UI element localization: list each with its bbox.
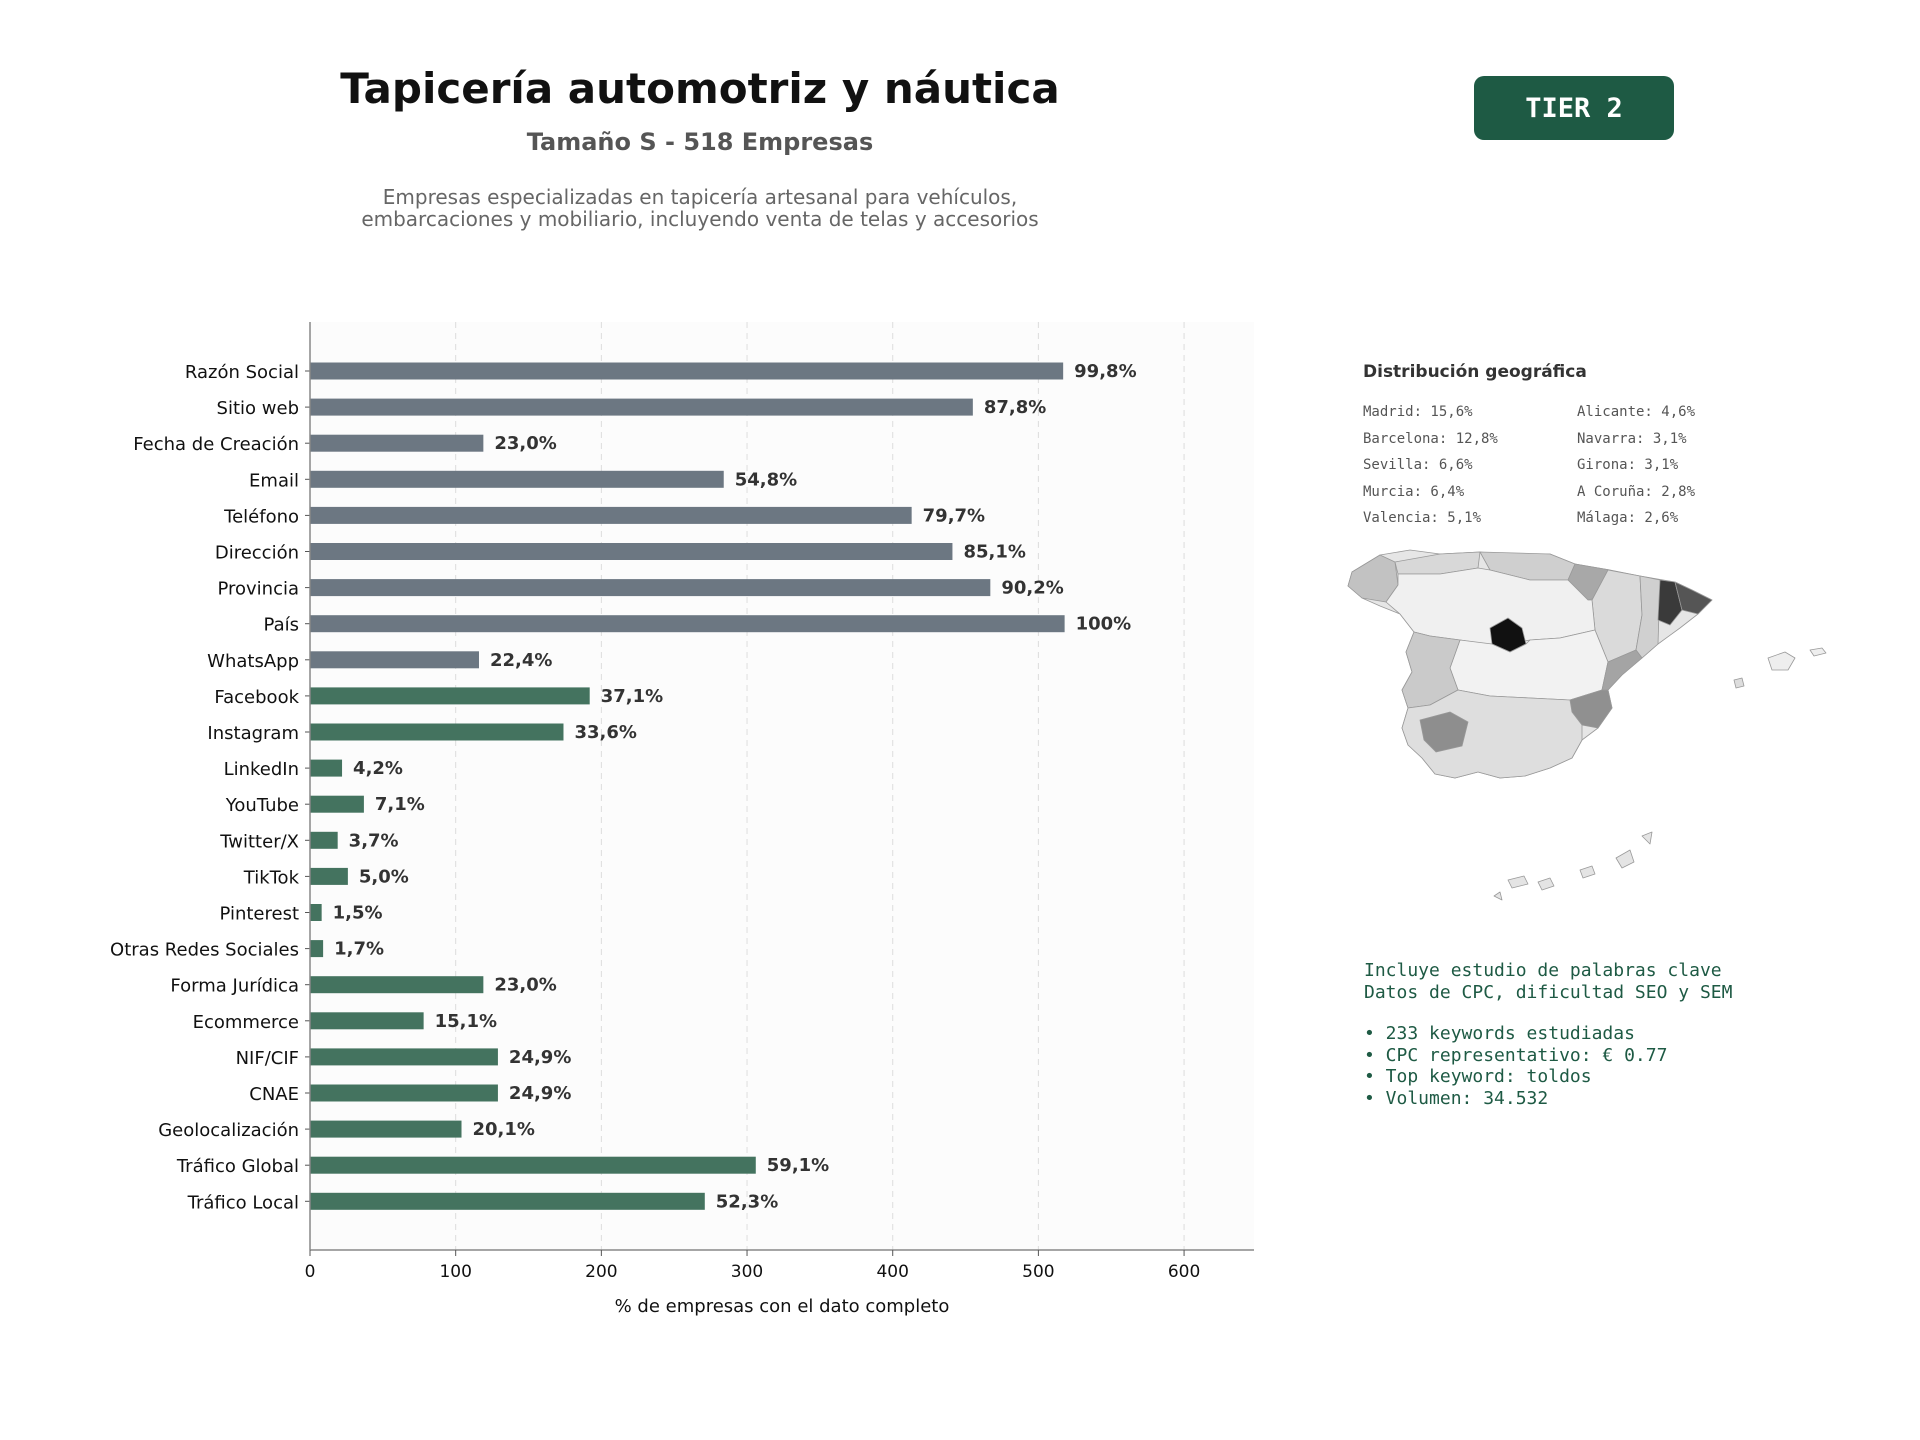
category-label: WhatsApp bbox=[207, 650, 299, 672]
bar-value-label: 37,1% bbox=[600, 685, 664, 707]
category-label: Ecommerce bbox=[192, 1011, 299, 1033]
category-label: Tráfico Local bbox=[187, 1192, 299, 1214]
keywords-item: • CPC representativo: € 0.77 bbox=[1364, 1044, 1668, 1066]
map-balearic-menorca bbox=[1810, 648, 1826, 656]
keywords-list bbox=[1364, 1023, 1732, 1109]
category-label: Geolocalización bbox=[158, 1120, 299, 1142]
bar-value-label: 33,6% bbox=[574, 722, 637, 743]
bar-value-label: 23,0% bbox=[494, 433, 557, 455]
bar-value-label: 54,8% bbox=[734, 469, 798, 491]
bar bbox=[310, 579, 990, 596]
bar-value-label: 23,0% bbox=[494, 974, 557, 996]
bar-value-label: 22,4% bbox=[489, 649, 553, 671]
bar-value-label: 3,7% bbox=[348, 830, 399, 852]
category-label: Email bbox=[249, 470, 299, 492]
bar-value-label: 24,9% bbox=[508, 1046, 572, 1068]
category-label: Twitter/X bbox=[220, 831, 299, 853]
bar-value-label: 100% bbox=[1075, 613, 1132, 635]
keywords-line: Datos de CPC, dificultad SEO y SEM bbox=[1364, 981, 1733, 1003]
category-label: Dirección bbox=[214, 542, 299, 564]
bar bbox=[310, 651, 479, 668]
keywords-panel bbox=[1364, 960, 1732, 1109]
bar bbox=[310, 399, 973, 416]
bar bbox=[310, 543, 952, 560]
keywords-line: Incluye estudio de palabras clave bbox=[1364, 960, 1722, 981]
bar-value-label: 59,1% bbox=[766, 1155, 830, 1177]
bar bbox=[310, 724, 563, 741]
bar-value-label: 20,1% bbox=[472, 1119, 535, 1141]
keywords-item: • 233 keywords estudiadas bbox=[1364, 1023, 1635, 1044]
geo-list-left bbox=[1363, 399, 1498, 532]
geo-list-right bbox=[1577, 399, 1695, 532]
geo-item: Murcia: 6,4% bbox=[1363, 483, 1465, 500]
bar-value-label: 90,2% bbox=[1001, 577, 1064, 599]
x-tick-label: 300 bbox=[730, 1262, 764, 1282]
bar bbox=[310, 435, 483, 452]
category-label: Razón Social bbox=[184, 362, 299, 383]
category-label: Facebook bbox=[214, 686, 299, 708]
map-canary-islands bbox=[1494, 832, 1652, 900]
bar bbox=[310, 1157, 756, 1174]
category-label: Fecha de Creación bbox=[133, 434, 299, 456]
bar bbox=[310, 904, 322, 921]
bar bbox=[310, 615, 1065, 632]
geo-item: A Coruña: 2,8% bbox=[1577, 483, 1696, 500]
bar bbox=[310, 796, 364, 813]
bar bbox=[310, 363, 1063, 380]
geo-item: Barcelona: 12,8% bbox=[1363, 430, 1498, 447]
bar-value-label: 85,1% bbox=[963, 541, 1026, 563]
geo-item: Navarra: 3,1% bbox=[1577, 430, 1687, 447]
x-tick-label: 600 bbox=[1167, 1262, 1201, 1282]
bar bbox=[310, 1193, 705, 1210]
bar bbox=[310, 940, 323, 957]
category-label: Provincia bbox=[217, 578, 299, 600]
bar-value-label: 5,0% bbox=[358, 866, 409, 888]
x-tick-label: 100 bbox=[439, 1262, 472, 1282]
bar-value-label: 87,8% bbox=[983, 397, 1047, 419]
geo-item: Sevilla: 6,6% bbox=[1363, 457, 1473, 474]
bar bbox=[310, 1085, 498, 1102]
category-label: Teléfono bbox=[224, 506, 299, 528]
geo-item: Valencia: 5,1% bbox=[1363, 510, 1482, 527]
geo-item: Girona: 3,1% bbox=[1577, 457, 1679, 474]
category-label: País bbox=[263, 614, 299, 636]
map-balearic-ibiza bbox=[1734, 678, 1744, 688]
keywords-item: • Top keyword: toldos bbox=[1364, 1066, 1592, 1087]
category-label: Pinterest bbox=[219, 903, 299, 925]
map-balearic-mallorca bbox=[1768, 652, 1795, 670]
bar bbox=[310, 1121, 462, 1138]
category-label: Otras Redes Sociales bbox=[110, 939, 299, 961]
bar bbox=[310, 507, 912, 524]
bar-value-label: 52,3% bbox=[715, 1191, 779, 1213]
bar bbox=[310, 687, 590, 704]
geo-item: Alicante: 4,6% bbox=[1577, 404, 1696, 420]
page-title: Tapicería automotriz y náutica bbox=[340, 64, 1060, 113]
category-label: TikTok bbox=[243, 867, 299, 889]
description-line: embarcaciones y mobiliario, incluyendo venta de telas y accesorios bbox=[361, 207, 1039, 231]
bar bbox=[310, 976, 483, 993]
x-axis-title: % de empresas con el dato completo bbox=[614, 1296, 950, 1317]
tier-badge: TIER 2 bbox=[1474, 76, 1674, 140]
plot-area bbox=[310, 322, 1254, 1250]
bar-value-label: 15,1% bbox=[434, 1010, 498, 1032]
geo-item: Málaga: 2,6% bbox=[1577, 510, 1679, 527]
x-tick-label: 400 bbox=[876, 1262, 909, 1282]
category-label: CNAE bbox=[249, 1084, 299, 1105]
category-label: Instagram bbox=[207, 723, 299, 744]
x-tick-label: 200 bbox=[585, 1262, 618, 1282]
x-tick-label: 500 bbox=[1022, 1262, 1055, 1282]
bar-value-label: 79,7% bbox=[922, 505, 986, 527]
bar-value-label: 24,9% bbox=[508, 1083, 572, 1104]
bar-value-label: 4,2% bbox=[353, 758, 403, 780]
description-line: Empresas especializadas en tapicería artesanal para vehículos, bbox=[382, 185, 1018, 209]
category-label: NIF/CIF bbox=[235, 1047, 299, 1069]
bar-value-label: 1,7% bbox=[334, 938, 385, 960]
category-label: YouTube bbox=[225, 795, 299, 817]
bar bbox=[310, 868, 348, 885]
x-tick-label: 0 bbox=[304, 1262, 316, 1282]
bar bbox=[310, 760, 342, 777]
bar bbox=[310, 471, 724, 488]
bar bbox=[310, 1012, 424, 1029]
page-subtitle: Tamaño S - 518 Empresas bbox=[526, 128, 874, 156]
category-label: Tráfico Global bbox=[176, 1156, 299, 1178]
category-label: Forma Jurídica bbox=[170, 975, 299, 997]
geo-item: Madrid: 15,6% bbox=[1363, 404, 1473, 420]
spain-province-map bbox=[1340, 540, 1860, 910]
keywords-item: • Volumen: 34.532 bbox=[1364, 1087, 1549, 1109]
category-label: LinkedIn bbox=[223, 759, 299, 781]
bar-value-label: 99,8% bbox=[1074, 361, 1137, 382]
geo-distribution-title: Distribución geográfica bbox=[1363, 362, 1587, 382]
bar bbox=[310, 832, 338, 849]
bar bbox=[310, 1048, 498, 1065]
bar-value-label: 7,1% bbox=[374, 794, 425, 816]
category-label: Sitio web bbox=[216, 398, 299, 420]
bar-value-label: 1,5% bbox=[332, 902, 383, 924]
